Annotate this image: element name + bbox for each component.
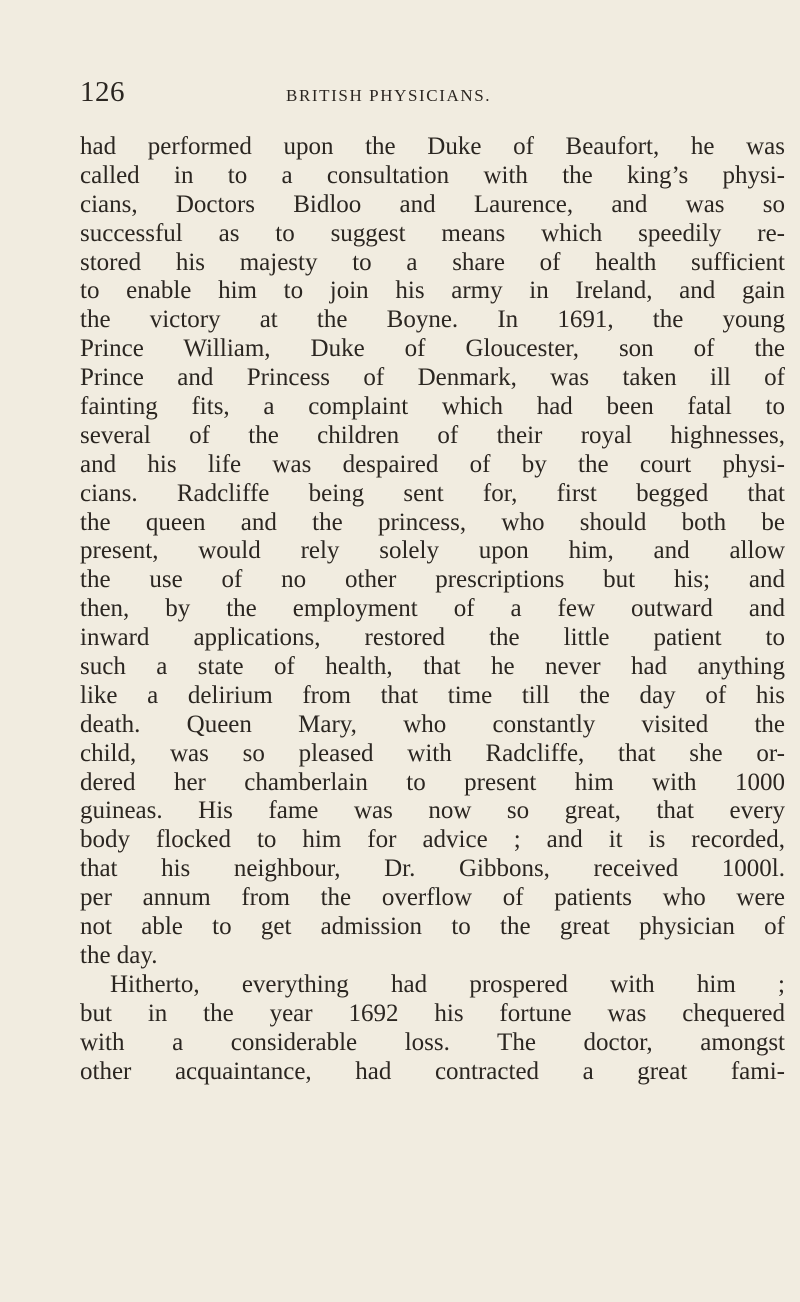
text-line: Hitherto, everything had prospered with him ; — [110, 970, 785, 998]
text-line: inward applications, restored the little patient to — [80, 624, 785, 652]
text-line: then, by the employment of a few outward and — [80, 595, 785, 623]
text-line: called in to a consultation with the king’s physi- — [80, 161, 785, 189]
page-header — [80, 76, 780, 116]
text-line: per annum from the overflow of patients who were — [80, 884, 785, 912]
text-line: guineas. His fame was now so great, that every — [80, 797, 785, 825]
text-line: like a delirium from that time till the day of his — [80, 681, 785, 709]
text-line: child, was so pleased with Radcliffe, that she or- — [80, 739, 785, 767]
text-line: body flocked to him for advice ; and it is recorded, — [80, 826, 785, 854]
text-line: fainting fits, a complaint which had been fatal to — [80, 393, 785, 421]
running-title: BRITISH PHYSICIANS. — [286, 86, 492, 105]
text-line: with a considerable loss. The doctor, amongst — [80, 1028, 785, 1056]
text-line: cians. Radcliffe being sent for, first begged that — [80, 479, 785, 507]
text-line: several of the children of their royal highnesses, — [80, 421, 785, 449]
text-line: that his neighbour, Dr. Gibbons, received 1000l. — [80, 855, 785, 883]
text-line: death. Queen Mary, who constantly visited the — [80, 710, 785, 738]
body-text — [80, 133, 785, 1086]
text-line: the queen and the princess, who should both be — [80, 508, 785, 536]
paragraph — [80, 971, 785, 1087]
text-line: not able to get admission to the great physician of — [80, 913, 785, 941]
text-line: present, would rely solely upon him, and allow — [80, 537, 785, 565]
text-line: such a state of health, that he never had anything — [80, 653, 785, 681]
page-number: 126 — [80, 76, 125, 108]
text-line: the day. — [80, 941, 158, 969]
text-line: the victory at the Boyne. In 1691, the young — [80, 306, 785, 334]
text-line: Prince and Princess of Denmark, was taken ill of — [80, 364, 785, 392]
text-line: the use of no other prescriptions but his; and — [80, 566, 785, 594]
paragraph — [80, 133, 785, 971]
text-line: had performed upon the Duke of Beaufort, he was — [80, 133, 785, 160]
text-line: and his life was despaired of by the court physi- — [80, 450, 785, 478]
text-line: stored his majesty to a share of health sufficient — [80, 248, 785, 276]
text-line: but in the year 1692 his fortune was chequered — [80, 999, 785, 1027]
text-line: Prince William, Duke of Gloucester, son of the — [80, 335, 785, 363]
text-line: other acquaintance, had contracted a great fami- — [80, 1057, 785, 1085]
text-line: cians, Doctors Bidloo and Laurence, and was so — [80, 190, 785, 218]
text-line: to enable him to join his army in Ireland, and gain — [80, 277, 785, 305]
text-line: successful as to suggest means which speedily re- — [80, 219, 785, 247]
text-line: dered her chamberlain to present him with 1000 — [80, 768, 785, 796]
